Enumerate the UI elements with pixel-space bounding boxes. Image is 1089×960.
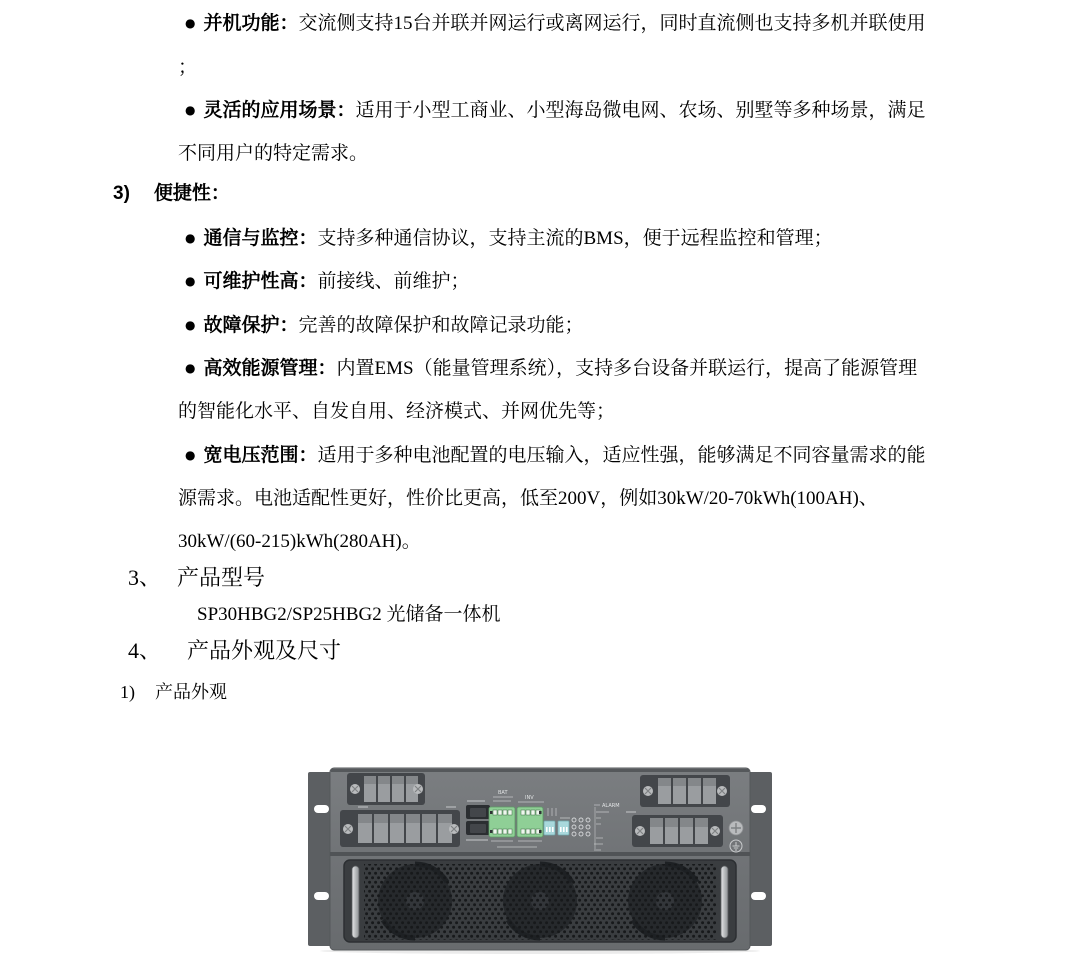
body-text: 30kW/(60-215)kWh(280AH)。 (178, 531, 421, 552)
continuation-line (178, 487, 878, 511)
grille-section (344, 860, 736, 942)
label-bat: BAT (498, 790, 508, 796)
bullet-text: 适用于多种电池配置的电压输入，适应性强，能够满足不同容量需求的能 (317, 445, 926, 466)
bullet-icon: ● (185, 16, 196, 30)
continuation-line (178, 530, 421, 554)
section-number: 3) (113, 183, 130, 204)
product-photo (308, 763, 772, 955)
heading-number: 4、 (128, 638, 162, 663)
bullet-text: 交流侧支持15台并联并网运行或离网运行，同时直流侧也支持多机并联使用 (298, 13, 926, 34)
bullet-text: 支持多种通信协议，支持主流的BMS，便于远程监控和管理； (317, 228, 833, 249)
bullet-text: 前接线、前维护； (317, 271, 470, 292)
body-text: ； (178, 57, 198, 78)
heading-product-appearance (128, 637, 341, 665)
heading-product-model (128, 564, 265, 592)
bullet-icon: ● (185, 274, 196, 288)
bullet-text: 完善的故障保护和故障记录功能； (298, 315, 584, 336)
bullet-term: 高效能源管理： (203, 358, 337, 379)
fastener-screw-icon (729, 821, 743, 835)
rack-slot (314, 892, 329, 900)
heading-title: 产品型号 (177, 565, 266, 590)
rack-slot (751, 892, 766, 900)
bullet-line-energy-management (185, 357, 917, 381)
bullet-term: 宽电压范围： (203, 445, 318, 466)
bullet-icon: ● (185, 448, 196, 462)
rack-slot (751, 805, 766, 813)
bullet-text: 内置EMS（能量管理系统），支持多台设备并联运行，提高了能源管理 (336, 358, 918, 379)
bullet-term: 通信与监控： (203, 228, 318, 249)
body-text: 的智能化水平、自发自用、经济模式、并网优先等； (178, 401, 616, 422)
subheading-number: 1) (120, 682, 135, 702)
body-text: SP30HBG2/SP25HBG2 光储备一体机 (197, 604, 501, 625)
bullet-text: 适用于小型工商业、小型海岛微电网、农场、别墅等多种场景，满足 (355, 100, 926, 121)
dip-switch (558, 821, 569, 835)
green-terminal-inv (517, 807, 543, 837)
body-text: 不同用户的特定需求。 (178, 143, 369, 164)
heading-title: 产品外观及尺寸 (187, 638, 342, 663)
handle-right (721, 866, 728, 938)
rack-slot (314, 805, 329, 813)
section-title: 便捷性： (153, 183, 230, 204)
bullet-icon: ● (185, 361, 196, 375)
dip-switch (544, 821, 555, 835)
comm-port (466, 821, 490, 835)
bullet-term: 可维护性高： (203, 271, 318, 292)
bullet-icon: ● (185, 231, 196, 245)
handle-left (352, 866, 359, 938)
terminal-block-lower-right (626, 812, 723, 847)
continuation-line (178, 56, 197, 80)
continuation-line (178, 400, 615, 424)
body-text: 源需求。电池适配性更好，性价比更高，低至200V，例如30kW/20-70kWh(100AH)、 (178, 488, 878, 509)
label-alarm: ALARM (602, 803, 620, 809)
device-svg (308, 763, 772, 955)
terminal-block-upper-right (640, 775, 730, 807)
terminal-block-upper-left (347, 773, 425, 805)
subheading-product-appearance (120, 681, 227, 704)
bullet-term: 故障保护： (203, 315, 299, 336)
bullet-icon: ● (185, 103, 196, 117)
bullet-line-communication (185, 227, 833, 251)
bullet-line-flexible-scenarios (185, 99, 926, 123)
label-inv: INV (525, 795, 534, 801)
product-model-text (197, 603, 501, 627)
bullet-line-parallel-function (185, 12, 926, 36)
bullet-line-maintainability (185, 270, 470, 294)
comm-port (466, 805, 490, 819)
continuation-line (178, 142, 368, 166)
section-heading-convenience (113, 182, 230, 206)
terminal-block-lower-left (340, 807, 460, 847)
bullet-term: 并机功能： (203, 13, 299, 34)
bullet-line-fault-protection (185, 314, 584, 338)
bullet-icon: ● (185, 318, 196, 332)
bullet-line-wide-voltage (185, 444, 926, 468)
green-terminal-bat (489, 807, 515, 837)
heading-number: 3、 (128, 565, 162, 590)
subheading-title: 产品外观 (155, 682, 227, 702)
bullet-term: 灵活的应用场景： (203, 100, 356, 121)
